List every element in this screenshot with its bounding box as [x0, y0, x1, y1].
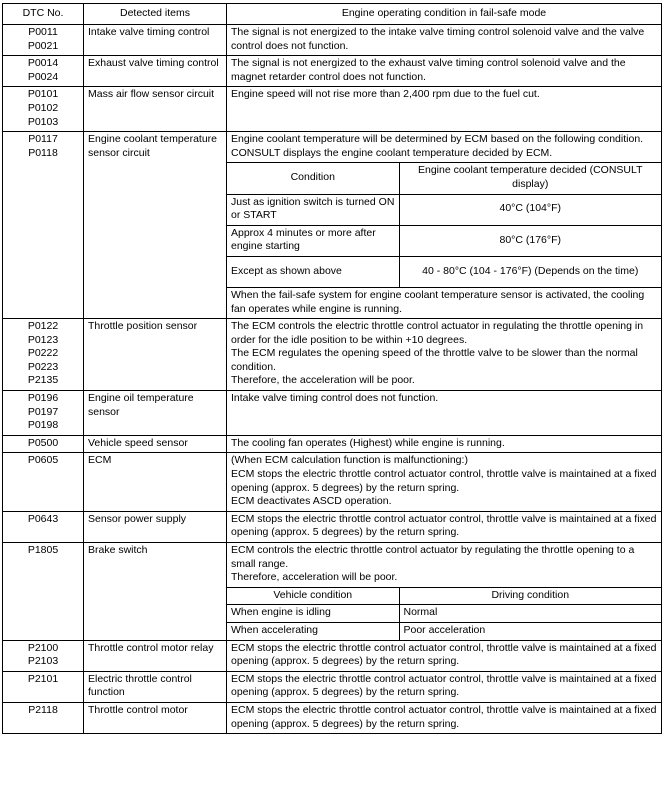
detected-item: Intake valve timing control [84, 25, 227, 56]
dtc-codes [3, 435, 84, 453]
description-line: ECM stops the electric throttle control actuator control, throttle valve is maintained at a fixed opening (approx. 5 degrees) by the return spring. [231, 468, 657, 494]
description-line: ECM deactivates ASCD operation. [231, 495, 392, 508]
driving-condition-table [227, 587, 661, 640]
dtc-code: P1805 [27, 544, 59, 556]
fail-safe-description [227, 671, 662, 702]
table-row [3, 435, 662, 453]
dtc-codes [3, 319, 84, 391]
dtc-code: P0103 [27, 115, 59, 128]
sub-header-coolant-temp: Engine coolant temperature decided (CONSULT display) [399, 163, 661, 194]
detected-item: ECM [84, 453, 227, 511]
cooling-fan-note: When the fail-safe system for engine coolant temperature sensor is activated, the cooling fan operates while engine is running. [227, 287, 661, 318]
sub-table-header-row [227, 587, 661, 605]
sub-coolant-temp: 40 - 80°C (104 - 176°F) (Depends on the time) [399, 256, 661, 287]
fail-safe-description [227, 435, 662, 453]
description-line: The ECM regulates the opening speed of the throttle valve to be slower than the normal condition. [231, 347, 638, 373]
dtc-code: P0605 [27, 454, 59, 467]
dtc-codes [3, 132, 84, 319]
table-row [3, 453, 662, 511]
table-row [3, 391, 662, 436]
description-line: The ECM controls the electric throttle control actuator in regulating the throttle opening in order for the idle position to be within +10 degrees. [231, 320, 644, 346]
dtc-code: P2103 [27, 655, 59, 668]
detected-item: Vehicle speed sensor [84, 435, 227, 453]
fail-safe-description [227, 391, 662, 436]
fail-safe-description [227, 543, 662, 641]
fail-safe-description [227, 640, 662, 671]
detected-item: Brake switch [84, 543, 227, 641]
sub-table-row [227, 194, 661, 225]
description-line: Therefore, acceleration will be poor. [231, 571, 398, 584]
sub-condition: Except as shown above [227, 256, 399, 287]
dtc-code: P2135 [27, 374, 59, 387]
dtc-code: P0024 [27, 70, 59, 83]
description-line: (When ECM calculation function is malfunctioning:) [231, 454, 468, 467]
table-row [3, 702, 662, 733]
sub-coolant-temp: 80°C (176°F) [399, 225, 661, 256]
dtc-code: P0101 [27, 88, 59, 101]
detected-item: Mass air flow sensor circuit [84, 87, 227, 132]
header-fail-safe: Engine operating condition in fail-safe mode [227, 4, 662, 25]
detected-item: Sensor power supply [84, 511, 227, 542]
description-line: ECM controls the electric throttle control actuator by regulating the throttle opening to a small range. [231, 544, 635, 570]
description-line: ECM stops the electric throttle control actuator control, throttle valve is maintained at a fixed opening (approx. 5 degrees) by the return spring. [231, 512, 657, 539]
dtc-codes [3, 391, 84, 436]
dtc-code: P0223 [27, 360, 59, 373]
dtc-code: P0014 [27, 57, 59, 70]
dtc-codes [3, 56, 84, 87]
table-row [3, 671, 662, 702]
detected-item: Electric throttle control function [84, 671, 227, 702]
description-line: Intake valve timing control does not function. [231, 392, 439, 405]
dtc-code: P0222 [27, 347, 59, 360]
description-line: Therefore, the acceleration will be poor. [231, 374, 415, 387]
fail-safe-description [227, 453, 662, 511]
dtc-code: P2101 [27, 672, 59, 685]
dtc-code: P0102 [27, 101, 59, 114]
dtc-codes [3, 511, 84, 542]
fail-safe-description [227, 56, 662, 87]
sub-table-row [227, 225, 661, 256]
description-line: Engine coolant temperature will be determined by ECM based on the following condition. [231, 133, 644, 146]
dtc-code: P2118 [28, 703, 58, 716]
fail-safe-description [227, 511, 662, 542]
sub-driving-condition: Normal [399, 605, 661, 623]
sub-table-row [227, 605, 661, 623]
fail-safe-description [227, 25, 662, 56]
table-header-row [3, 4, 662, 25]
detected-item: Engine coolant temperature sensor circuit [84, 132, 227, 319]
dtc-code: P0198 [27, 419, 59, 432]
dtc-code: P0011 [28, 26, 58, 38]
coolant-condition-table [227, 162, 661, 318]
description-line: ECM stops the electric throttle control actuator control, throttle valve is maintained at a fixed opening (approx. 5 degrees) by the return spring. [231, 641, 657, 668]
detected-item: Throttle control motor [84, 702, 227, 733]
table-row [3, 319, 662, 391]
sub-driving-condition: Poor acceleration [399, 622, 661, 639]
table-row [3, 25, 662, 56]
header-detected-items: Detected items [84, 4, 227, 25]
sub-table-row [227, 256, 661, 287]
sub-coolant-temp: 40°C (104°F) [399, 194, 661, 225]
dtc-codes [3, 453, 84, 511]
dtc-code: P0197 [27, 405, 59, 418]
sub-table-header-row [227, 163, 661, 194]
dtc-codes [3, 87, 84, 132]
sub-table-note-row [227, 287, 661, 318]
table-row [3, 132, 662, 319]
dtc-code: P0122 [27, 320, 59, 333]
dtc-code: P0117 [28, 133, 58, 146]
dtc-code: P0118 [28, 146, 58, 159]
table-row [3, 511, 662, 542]
dtc-codes [3, 543, 84, 641]
sub-header-driving-condition: Driving condition [399, 587, 661, 605]
table-row [3, 56, 662, 87]
table-row [3, 87, 662, 132]
sub-vehicle-condition: When accelerating [227, 622, 399, 639]
description-line: The signal is not energized to the intake valve timing control solenoid valve and the valve control does not function. [231, 26, 645, 52]
fail-safe-description [227, 319, 662, 391]
description-line: The signal is not energized to the exhaust valve timing control solenoid valve and the magnet retarder control does not function. [231, 57, 626, 83]
table-row [3, 543, 662, 641]
table-row [3, 640, 662, 671]
sub-header-condition: Condition [227, 163, 399, 194]
dtc-codes [3, 25, 84, 56]
dtc-codes [3, 640, 84, 671]
sub-table-row [227, 622, 661, 639]
sub-header-vehicle-condition: Vehicle condition [227, 587, 399, 605]
dtc-code: P0500 [27, 436, 59, 449]
description-line: ECM stops the electric throttle control actuator control, throttle valve is maintained at a fixed opening (approx. 5 degrees) by the return spring. [231, 703, 657, 730]
dtc-code: P0123 [27, 333, 59, 346]
dtc-code: P0021 [27, 39, 59, 52]
fail-safe-table [2, 3, 662, 734]
sub-condition: Approx 4 minutes or more after engine starting [227, 225, 399, 256]
description-line: ECM stops the electric throttle control actuator control, throttle valve is maintained at a fixed opening (approx. 5 degrees) by the return spring. [231, 672, 657, 699]
description-line: The cooling fan operates (Highest) while engine is running. [231, 436, 505, 449]
fail-safe-description [227, 132, 662, 319]
dtc-code: P0196 [27, 392, 59, 405]
fail-safe-description [227, 87, 662, 132]
detected-item: Throttle control motor relay [84, 640, 227, 671]
fail-safe-description [227, 702, 662, 733]
sub-condition: Just as ignition switch is turned ON or START [227, 194, 399, 225]
detected-item: Engine oil temperature sensor [84, 391, 227, 436]
detected-item: Throttle position sensor [84, 319, 227, 391]
dtc-code: P2100 [27, 641, 59, 654]
description-line: Engine speed will not rise more than 2,400 rpm due to the fuel cut. [231, 88, 540, 101]
dtc-codes [3, 671, 84, 702]
dtc-codes [3, 702, 84, 733]
dtc-code: P0643 [27, 512, 59, 525]
detected-item: Exhaust valve timing control [84, 56, 227, 87]
header-dtc-no: DTC No. [3, 4, 84, 25]
description-line: CONSULT displays the engine coolant temperature decided by ECM. [231, 146, 553, 159]
sub-vehicle-condition: When engine is idling [227, 605, 399, 623]
